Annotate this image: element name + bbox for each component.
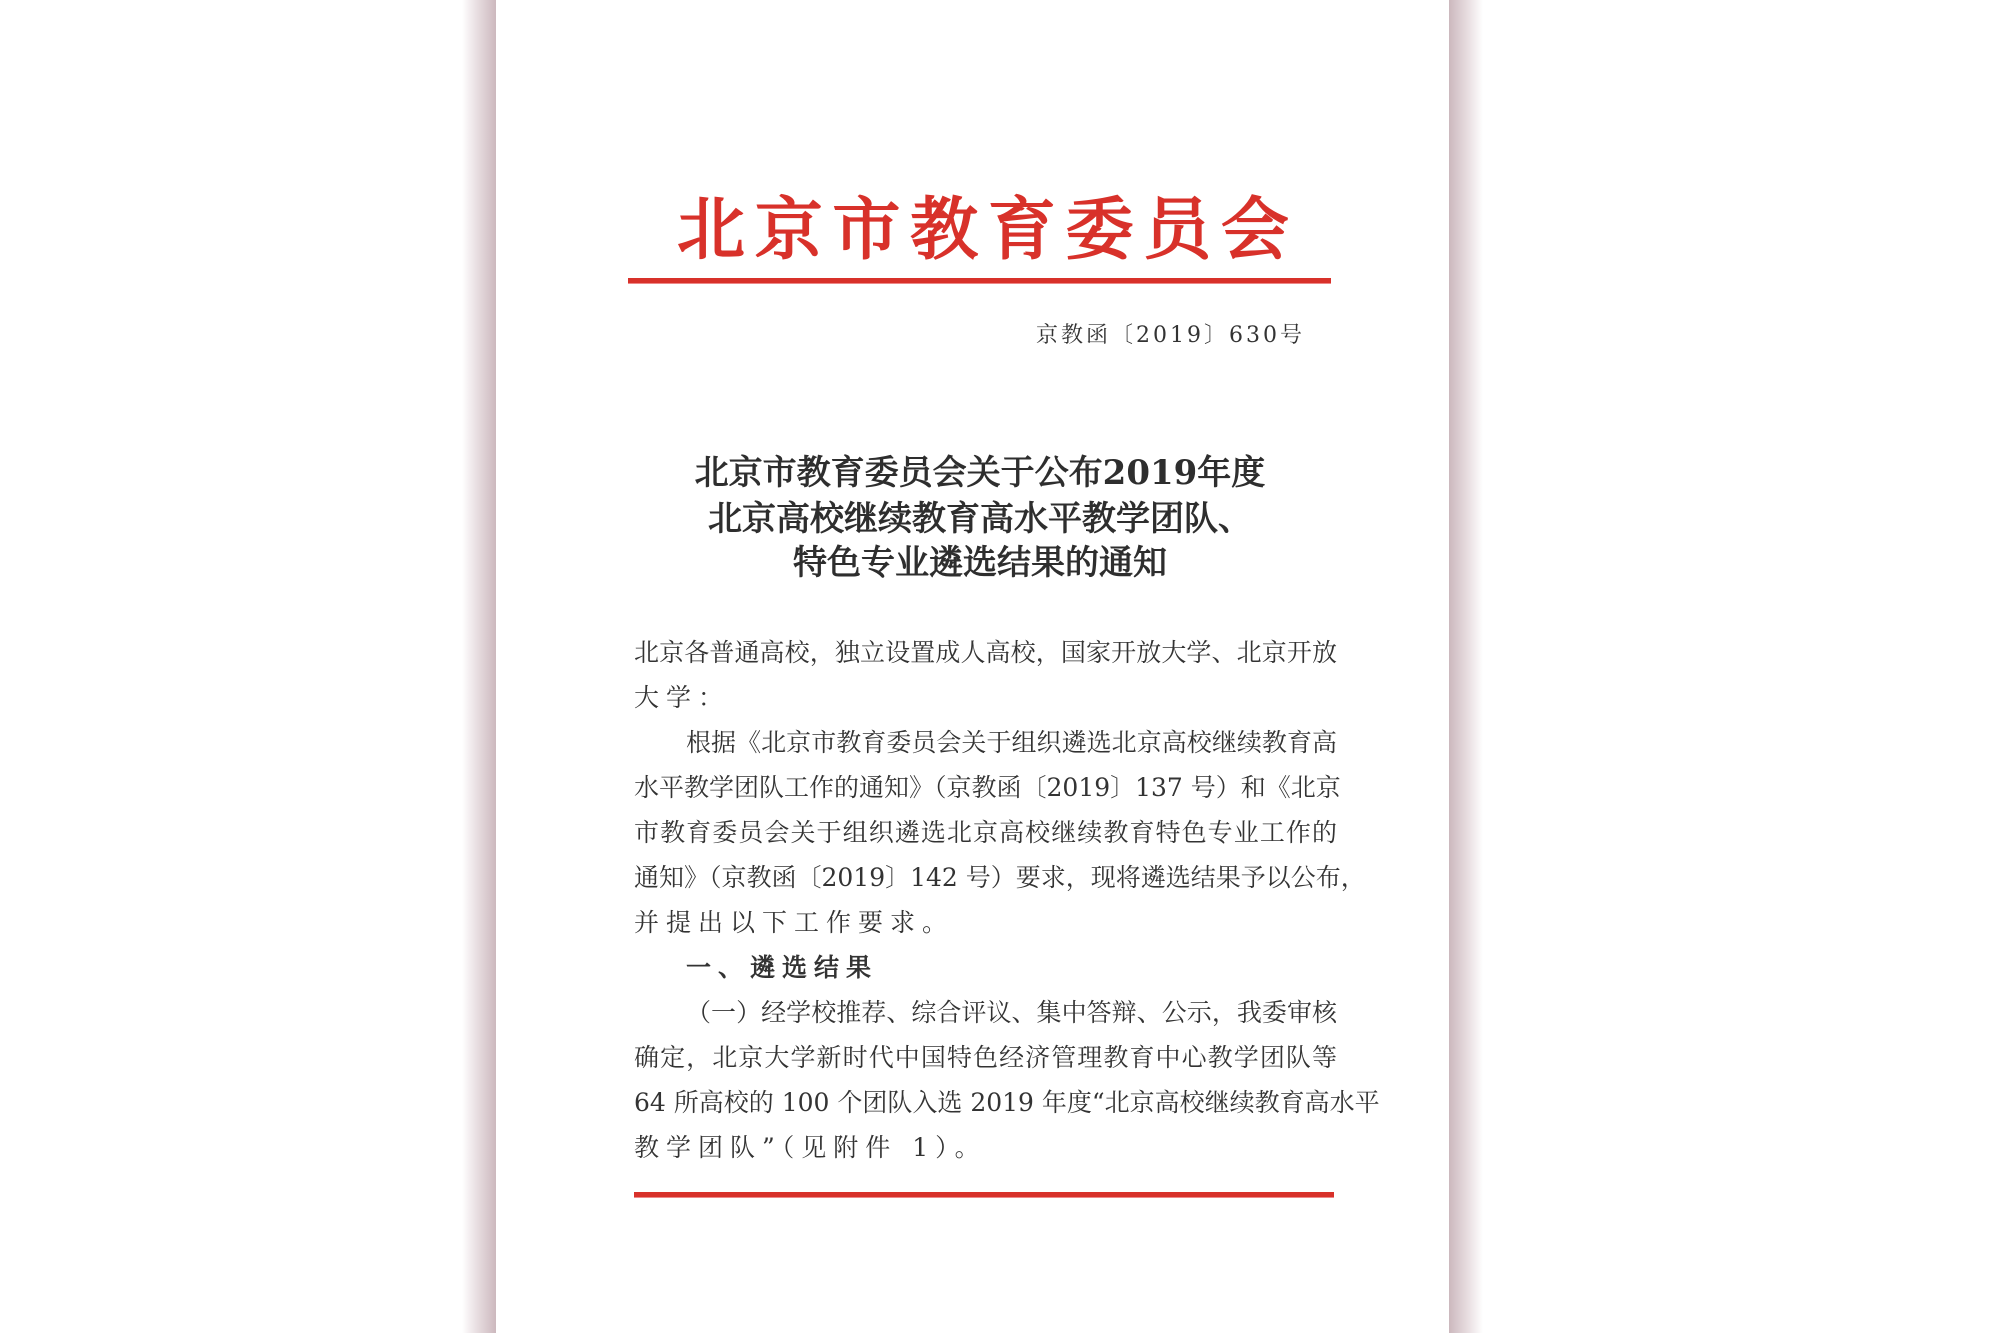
body-line: 并提出以下工作要求。 [634,908,955,937]
org-char: 委 [1065,190,1134,270]
body-line: 教学团队”（见附件 1）。 [634,1133,987,1162]
title-line: 特色专业遴选结果的通知 [793,543,1167,583]
body-line: 水平教学团队工作的通知》（京教函〔2019〕137 号）和《北京 [634,773,1341,802]
org-char: 京 [754,190,823,270]
org-letterhead [677,176,1289,273]
body-line: 大学： [634,683,731,712]
section-heading: 一、遴选结果 [686,953,879,982]
title-line: 北京高校继续教育高水平教学团队、 [708,499,1252,539]
org-char: 会 [1220,190,1289,270]
footer-red-rule [634,1192,1334,1198]
body-line: 北京各普通高校，独立设置成人高校，国家开放大学、北京开放 [634,638,1337,667]
org-char: 员 [1143,190,1212,270]
header-red-rule [628,278,1331,284]
body-line: （一）经学校推荐、综合评议、集中答辩、公示，我委审核 [686,998,1337,1027]
body-line: 市教育委员会关于组织遴选北京高校继续教育特色专业工作的 [634,818,1337,847]
org-char: 市 [832,190,901,270]
body-line: 确定，北京大学新时代中国特色经济管理教育中心教学团队等 [634,1043,1337,1072]
page-shadow-left [462,0,498,1333]
org-char: 北 [677,190,746,270]
org-char: 教 [910,190,979,270]
body-line: 通知》（京教函〔2019〕142 号）要求，现将遴选结果予以公布， [634,863,1366,892]
page-shadow-right [1447,0,1483,1333]
document-number: 京教函〔2019〕630号 [1036,323,1305,348]
body-line: 根据《北京市教育委员会关于组织遴选北京高校继续教育高 [686,728,1337,757]
body-line: 64 所高校的 100 个团队入选 2019 年度“北京高校继续教育高水平 [634,1088,1380,1117]
org-char: 育 [987,190,1056,270]
title-line: 北京市教育委员会关于公布2019年度 [694,453,1266,493]
